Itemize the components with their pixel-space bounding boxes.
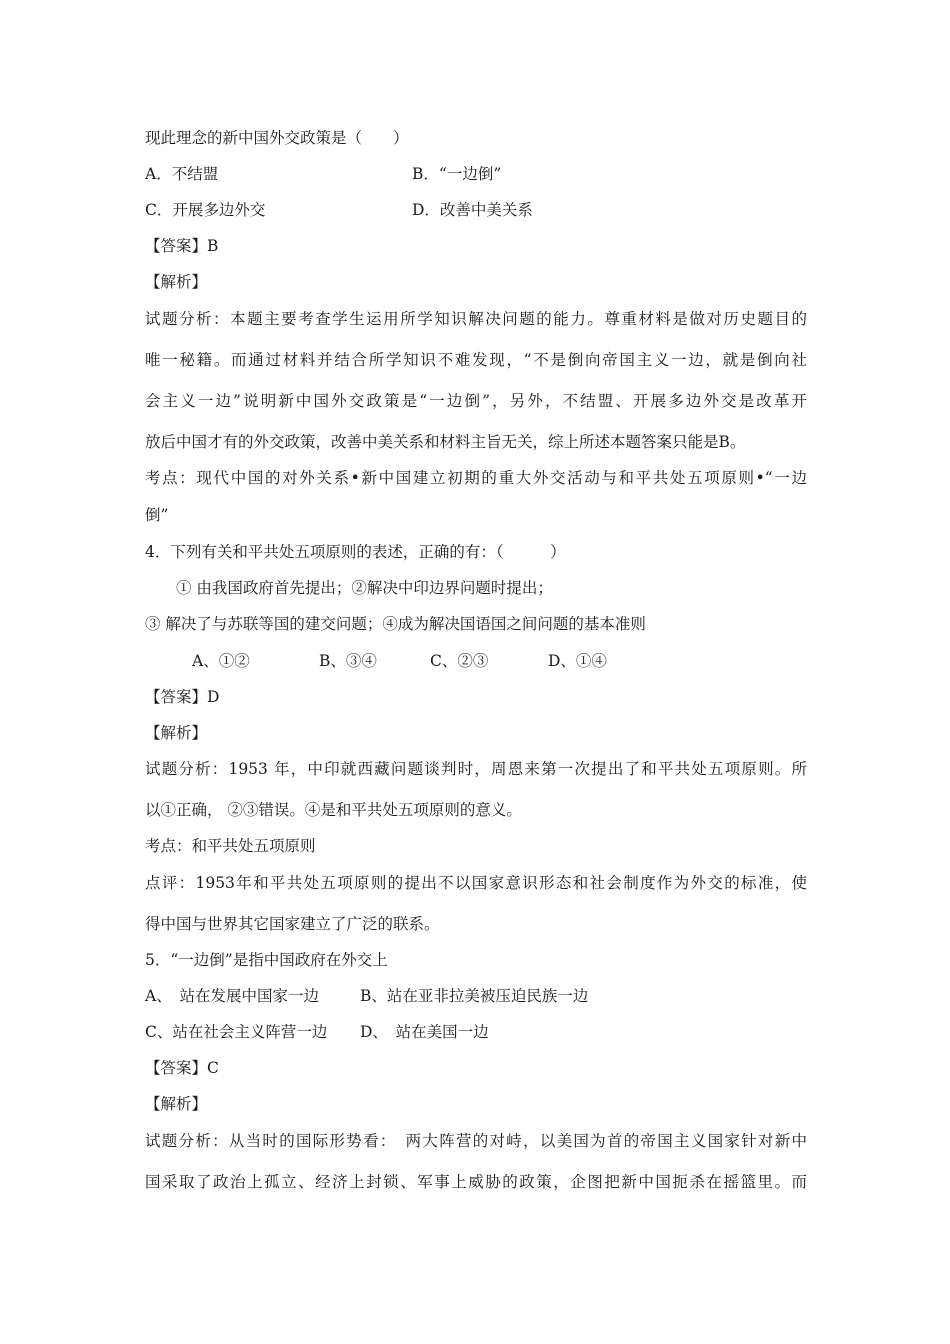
q4-analysis-line-1: 试题分析：1953 年，中印就西藏问题谈判时，周恩来第一次提出了和平共处五项原则。所 bbox=[145, 760, 807, 778]
q3-kaodian-line-2: 倒” bbox=[145, 506, 169, 524]
q4-statement-1: ① 由我国政府首先提出；②解决中印边界问题时提出； bbox=[176, 579, 553, 597]
q4-analysis-line-2: 以①正确， ②③错误。④是和平共处五项原则的意义。 bbox=[145, 801, 522, 819]
q4-option-a: A、①② bbox=[192, 652, 250, 670]
q3-option-d: D．改善中美关系 bbox=[412, 201, 533, 219]
q4-dianping-line-2: 得中国与世界其它国家建立了广泛的联系。 bbox=[145, 915, 440, 933]
q3-option-c: C．开展多边外交 bbox=[145, 201, 266, 219]
q5-option-b: B、站在亚非拉美被压迫民族一边 bbox=[360, 987, 589, 1005]
q3-analysis-line-3: 会主义一边”说明新中国外交政策是“一边倒”，另外，不结盟、开展多边外交是改革开 bbox=[145, 392, 807, 410]
q4-answer: 【答案】D bbox=[145, 688, 220, 706]
q3-stem-tail: 现此理念的新中国外交政策是（ ） bbox=[145, 129, 409, 147]
q3-option-b: B．“一边倒” bbox=[412, 165, 502, 183]
q5-option-c: C、站在社会主义阵营一边 bbox=[145, 1023, 328, 1041]
q4-statement-2: ③ 解决了与苏联等国的建交问题；④成为解决国语国之间问题的基本准则 bbox=[145, 615, 646, 633]
q4-kaodian: 考点：和平共处五项原则 bbox=[145, 837, 316, 855]
q5-option-d: D、 站在美国一边 bbox=[360, 1023, 489, 1041]
q5-analysis-line-2: 国采取了政治上孤立、经济上封锁、军事上威胁的政策，企图把新中国扼杀在摇篮里。而 bbox=[145, 1173, 807, 1191]
q4-dianping-line-1: 点评：1953年和平共处五项原则的提出不以国家意识形态和社会制度作为外交的标准，使 bbox=[145, 874, 807, 892]
q3-analysis-line-1: 试题分析：本题主要考查学生运用所学知识解决问题的能力。尊重材料是做对历史题目的 bbox=[145, 310, 807, 328]
q4-option-d: D、①④ bbox=[548, 652, 607, 670]
q3-analysis-line-4: 放后中国才有的外交政策，改善中美关系和材料主旨无关，综上所述本题答案只能是B。 bbox=[145, 433, 746, 451]
q5-answer: 【答案】C bbox=[145, 1059, 219, 1077]
q4-stem: 4．下列有关和平共处五项原则的表述，正确的有：（ ） bbox=[145, 543, 566, 561]
q3-kaodian-line-1: 考点：现代中国的对外关系•新中国建立初期的重大外交活动与和平共处五项原则•“一边 bbox=[145, 469, 807, 487]
q3-answer: 【答案】B bbox=[145, 237, 219, 255]
q4-analysis-label: 【解析】 bbox=[145, 724, 208, 742]
q4-option-b: B、③④ bbox=[319, 652, 377, 670]
q5-option-a: A、 站在发展中国家一边 bbox=[145, 987, 319, 1005]
q4-option-c: C、②③ bbox=[430, 652, 489, 670]
q3-analysis-line-2: 唯一秘籍。而通过材料并结合所学知识不难发现，“不是倒向帝国主义一边，就是倒向社 bbox=[145, 351, 807, 369]
q5-analysis-label: 【解析】 bbox=[145, 1095, 208, 1113]
q3-option-a: A．不结盟 bbox=[145, 165, 219, 183]
q5-stem: 5．“一边倒”是指中国政府在外交上 bbox=[145, 951, 388, 969]
q3-analysis-label: 【解析】 bbox=[145, 273, 208, 291]
q5-analysis-line-1: 试题分析：从当时的国际形势看： 两大阵营的对峙，以美国为首的帝国主义国家针对新中 bbox=[145, 1132, 807, 1150]
